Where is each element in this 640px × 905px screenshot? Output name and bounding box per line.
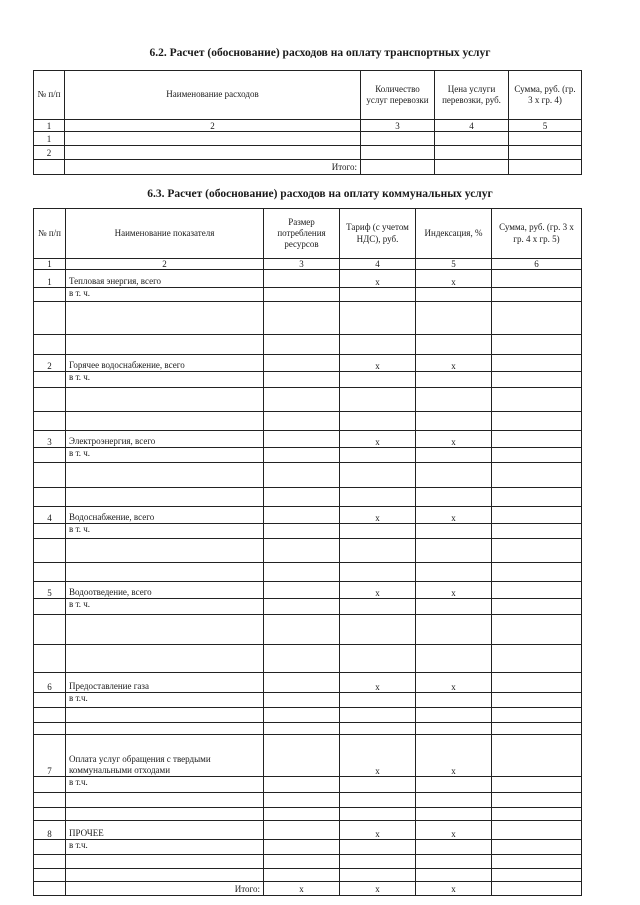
table-cell (361, 132, 435, 146)
table-cell (492, 882, 582, 896)
header-service-qty: Количество услуг перевозки (361, 71, 435, 120)
table-row (34, 645, 582, 673)
table-cell (416, 793, 492, 808)
table-cell (340, 645, 416, 673)
table-cell (264, 708, 340, 723)
category-row (34, 431, 582, 448)
category-row (34, 673, 582, 693)
column-number: 1 (34, 259, 66, 270)
table-row (34, 388, 582, 412)
table-cell (435, 160, 509, 175)
x-mark: x (340, 735, 416, 777)
table-cell (492, 563, 582, 582)
table-cell (65, 146, 361, 160)
table-cell (416, 723, 492, 735)
table-cell (416, 448, 492, 463)
table-cell (264, 840, 340, 855)
table-cell (492, 412, 582, 431)
header-sum: Сумма, руб. (гр. 3 x гр. 4 x гр. 5) (492, 209, 582, 259)
table-cell (416, 412, 492, 431)
category-row (34, 355, 582, 372)
category-name: ПРОЧЕЕ (66, 821, 264, 840)
table-cell (416, 855, 492, 869)
table-cell (66, 808, 264, 821)
table-cell (264, 599, 340, 615)
transport-costs-table (33, 70, 582, 175)
table-cell (492, 869, 582, 882)
table-cell (416, 645, 492, 673)
table-cell (416, 524, 492, 539)
table-row (34, 302, 582, 335)
table-cell (34, 599, 66, 615)
x-mark: x (340, 582, 416, 599)
table-cell (492, 355, 582, 372)
header-no: № п/п (34, 209, 66, 259)
including-row (34, 448, 582, 463)
column-number: 1 (34, 120, 65, 132)
table-cell (416, 335, 492, 355)
table-cell (34, 539, 66, 563)
header-consumption-size: Размер потребления ресурсов (264, 209, 340, 259)
including-row (34, 372, 582, 388)
table-cell (66, 793, 264, 808)
column-number: 2 (65, 120, 361, 132)
column-number: 4 (435, 120, 509, 132)
category-name: Водоотведение, всего (66, 582, 264, 599)
table-cell (492, 431, 582, 448)
table-row (34, 335, 582, 355)
table-cell (264, 524, 340, 539)
row-number: 8 (34, 821, 66, 840)
including-label: в т. ч. (66, 524, 264, 539)
table-cell (416, 302, 492, 335)
table-cell (416, 777, 492, 793)
including-row (34, 777, 582, 793)
table-cell (492, 708, 582, 723)
table-cell (34, 645, 66, 673)
header-sum: Сумма, руб. (гр. 3 x гр. 4) (509, 71, 582, 120)
table-cell (34, 524, 66, 539)
table-cell (340, 302, 416, 335)
table-cell (416, 372, 492, 388)
table-cell (34, 882, 66, 896)
table-cell (416, 388, 492, 412)
table-cell (34, 488, 66, 507)
table-cell (34, 563, 66, 582)
table-cell (416, 599, 492, 615)
table-row (34, 563, 582, 582)
including-label: в т. ч. (66, 448, 264, 463)
table-cell (435, 146, 509, 160)
table-cell (66, 869, 264, 882)
table-cell (34, 808, 66, 821)
x-mark: x (340, 821, 416, 840)
header-expense-name: Наименование расходов (65, 71, 361, 120)
table-cell (492, 582, 582, 599)
table-cell (264, 463, 340, 488)
including-row (34, 693, 582, 708)
table-cell (340, 693, 416, 708)
table-cell (492, 615, 582, 645)
category-row (34, 507, 582, 524)
table-cell (509, 160, 582, 175)
table-cell (34, 615, 66, 645)
table-row (34, 869, 582, 882)
total-label: Итого: (66, 882, 264, 896)
row-number: 7 (34, 735, 66, 777)
table-cell (340, 808, 416, 821)
x-mark: x (340, 355, 416, 372)
table-cell (66, 488, 264, 507)
row-number: 5 (34, 582, 66, 599)
table-cell (34, 869, 66, 882)
category-row (34, 582, 582, 599)
total-x-mark: x (416, 882, 492, 896)
table-cell (361, 160, 435, 175)
table-cell (34, 302, 66, 335)
table-cell (416, 539, 492, 563)
total-label: Итого: (65, 160, 361, 175)
x-mark: x (416, 673, 492, 693)
table-cell (509, 146, 582, 160)
table-cell (340, 615, 416, 645)
table-cell (66, 723, 264, 735)
table-cell (492, 821, 582, 840)
including-label: в т.ч. (66, 693, 264, 708)
table-cell (340, 335, 416, 355)
including-row (34, 599, 582, 615)
table-cell (264, 821, 340, 840)
table-cell (66, 615, 264, 645)
table-cell (66, 855, 264, 869)
table-cell (492, 463, 582, 488)
table-cell (34, 335, 66, 355)
table-cell (34, 693, 66, 708)
table-row (34, 793, 582, 808)
table-cell (264, 355, 340, 372)
table-cell (416, 288, 492, 302)
table-cell (492, 288, 582, 302)
table-cell (34, 793, 66, 808)
table-cell (34, 463, 66, 488)
table-cell (34, 448, 66, 463)
table-cell (66, 645, 264, 673)
including-row (34, 840, 582, 855)
category-name: Тепловая энергия, всего (66, 270, 264, 288)
table-cell (264, 693, 340, 708)
table-cell (492, 507, 582, 524)
table-cell (492, 855, 582, 869)
x-mark: x (416, 582, 492, 599)
table-cell (340, 488, 416, 507)
table-cell (66, 388, 264, 412)
table-cell (264, 869, 340, 882)
column-number: 5 (509, 120, 582, 132)
table-cell (264, 855, 340, 869)
table-cell (264, 563, 340, 582)
x-mark: x (416, 270, 492, 288)
table-cell (340, 412, 416, 431)
table-cell (492, 270, 582, 288)
table-cell (340, 539, 416, 563)
x-mark: x (340, 270, 416, 288)
table-cell (264, 793, 340, 808)
table-cell (34, 708, 66, 723)
table-row (34, 615, 582, 645)
row-number: 2 (34, 146, 65, 160)
header-tariff: Тариф (с учетом НДС), руб. (340, 209, 416, 259)
total-x-mark: x (264, 882, 340, 896)
table-cell (264, 645, 340, 673)
row-number: 6 (34, 673, 66, 693)
including-row (34, 524, 582, 539)
table-cell (340, 599, 416, 615)
table-cell (264, 431, 340, 448)
table-row (34, 412, 582, 431)
column-number: 5 (416, 259, 492, 270)
table-cell (340, 708, 416, 723)
x-mark: x (416, 821, 492, 840)
section-6-3-title: 6.3. Расчет (обоснование) расходов на оплату коммунальных услуг (147, 188, 493, 200)
table-cell (264, 448, 340, 463)
header-indicator-name: Наименование показателя (66, 209, 264, 259)
column-number: 6 (492, 259, 582, 270)
section-6-2-title: 6.2. Расчет (обоснование) расходов на оплату транспортных услуг (149, 47, 491, 59)
table-cell (264, 808, 340, 821)
table-cell (264, 288, 340, 302)
table-cell (416, 693, 492, 708)
table-cell (66, 539, 264, 563)
column-number: 4 (340, 259, 416, 270)
table-cell (492, 302, 582, 335)
including-label: в т. ч. (66, 599, 264, 615)
table-cell (340, 840, 416, 855)
table-cell (416, 869, 492, 882)
table-cell (66, 412, 264, 431)
table-cell (264, 582, 340, 599)
table-cell (34, 388, 66, 412)
table-cell (416, 463, 492, 488)
table-cell (264, 723, 340, 735)
table-cell (492, 372, 582, 388)
row-number: 1 (34, 270, 66, 288)
table-cell (340, 388, 416, 412)
table-cell (361, 146, 435, 160)
x-mark: x (416, 355, 492, 372)
table-cell (416, 840, 492, 855)
including-row (34, 288, 582, 302)
table-cell (492, 539, 582, 563)
including-label: в т.ч. (66, 777, 264, 793)
table-cell (492, 777, 582, 793)
table-cell (264, 388, 340, 412)
table-cell (492, 735, 582, 777)
table-cell (340, 448, 416, 463)
category-name: Предоставление газа (66, 673, 264, 693)
table-row (34, 723, 582, 735)
table-cell (492, 840, 582, 855)
table-cell (340, 372, 416, 388)
table-cell (264, 302, 340, 335)
table-cell (416, 808, 492, 821)
table-row (34, 539, 582, 563)
table-cell (492, 723, 582, 735)
column-number: 3 (361, 120, 435, 132)
table-cell (66, 708, 264, 723)
table-cell (340, 869, 416, 882)
table-cell (416, 708, 492, 723)
table-cell (340, 524, 416, 539)
table-cell (34, 840, 66, 855)
category-row (34, 270, 582, 288)
table-cell (492, 693, 582, 708)
table-cell (264, 507, 340, 524)
column-number: 3 (264, 259, 340, 270)
table-cell (264, 735, 340, 777)
table-cell (416, 488, 492, 507)
table-cell (264, 270, 340, 288)
table-cell (264, 777, 340, 793)
total-x-mark: x (340, 882, 416, 896)
including-label: в т.ч. (66, 840, 264, 855)
table-row (34, 708, 582, 723)
row-number: 1 (34, 132, 65, 146)
table-cell (264, 615, 340, 645)
table-cell (264, 488, 340, 507)
table-row (34, 488, 582, 507)
table-cell (492, 673, 582, 693)
row-number: 3 (34, 431, 66, 448)
table-cell (34, 777, 66, 793)
x-mark: x (416, 507, 492, 524)
table-cell (492, 808, 582, 821)
table-cell (264, 539, 340, 563)
category-name: Водоснабжение, всего (66, 507, 264, 524)
category-row (34, 735, 582, 777)
row-number: 4 (34, 507, 66, 524)
table-cell (66, 463, 264, 488)
table-cell (340, 723, 416, 735)
table-cell (66, 302, 264, 335)
table-cell (34, 855, 66, 869)
table-cell (492, 524, 582, 539)
category-name: Электроэнергия, всего (66, 431, 264, 448)
x-mark: x (340, 507, 416, 524)
table-cell (435, 132, 509, 146)
header-no: № п/п (34, 71, 65, 120)
table-cell (340, 463, 416, 488)
x-mark: x (416, 735, 492, 777)
table-cell (34, 288, 66, 302)
table-cell (34, 160, 65, 175)
x-mark: x (340, 673, 416, 693)
category-name: Оплата услуг обращения с твердыми коммунальными отходами (66, 735, 264, 777)
header-indexation: Индексация, % (416, 209, 492, 259)
including-label: в т. ч. (66, 288, 264, 302)
table-row (34, 463, 582, 488)
column-number: 2 (66, 259, 264, 270)
table-cell (340, 563, 416, 582)
table-cell (416, 615, 492, 645)
x-mark: x (340, 431, 416, 448)
category-name: Горячее водоснабжение, всего (66, 355, 264, 372)
table-cell (264, 673, 340, 693)
table-cell (34, 412, 66, 431)
table-cell (492, 599, 582, 615)
table-cell (492, 335, 582, 355)
table-cell (492, 388, 582, 412)
table-cell (66, 335, 264, 355)
table-cell (264, 335, 340, 355)
table-cell (264, 412, 340, 431)
x-mark: x (416, 431, 492, 448)
table-row (34, 855, 582, 869)
table-cell (416, 563, 492, 582)
table-cell (66, 563, 264, 582)
including-label: в т. ч. (66, 372, 264, 388)
table-cell (65, 132, 361, 146)
row-number: 2 (34, 355, 66, 372)
table-cell (264, 372, 340, 388)
header-service-price: Цена услуги перевозки, руб. (435, 71, 509, 120)
table-cell (340, 288, 416, 302)
table-cell (340, 855, 416, 869)
table-row (34, 808, 582, 821)
table-cell (492, 488, 582, 507)
table-cell (340, 793, 416, 808)
table-cell (509, 132, 582, 146)
table-cell (340, 777, 416, 793)
utilities-costs-table (33, 208, 582, 896)
table-cell (492, 793, 582, 808)
table-cell (34, 723, 66, 735)
table-cell (492, 645, 582, 673)
category-row (34, 821, 582, 840)
table-cell (492, 448, 582, 463)
table-cell (34, 372, 66, 388)
